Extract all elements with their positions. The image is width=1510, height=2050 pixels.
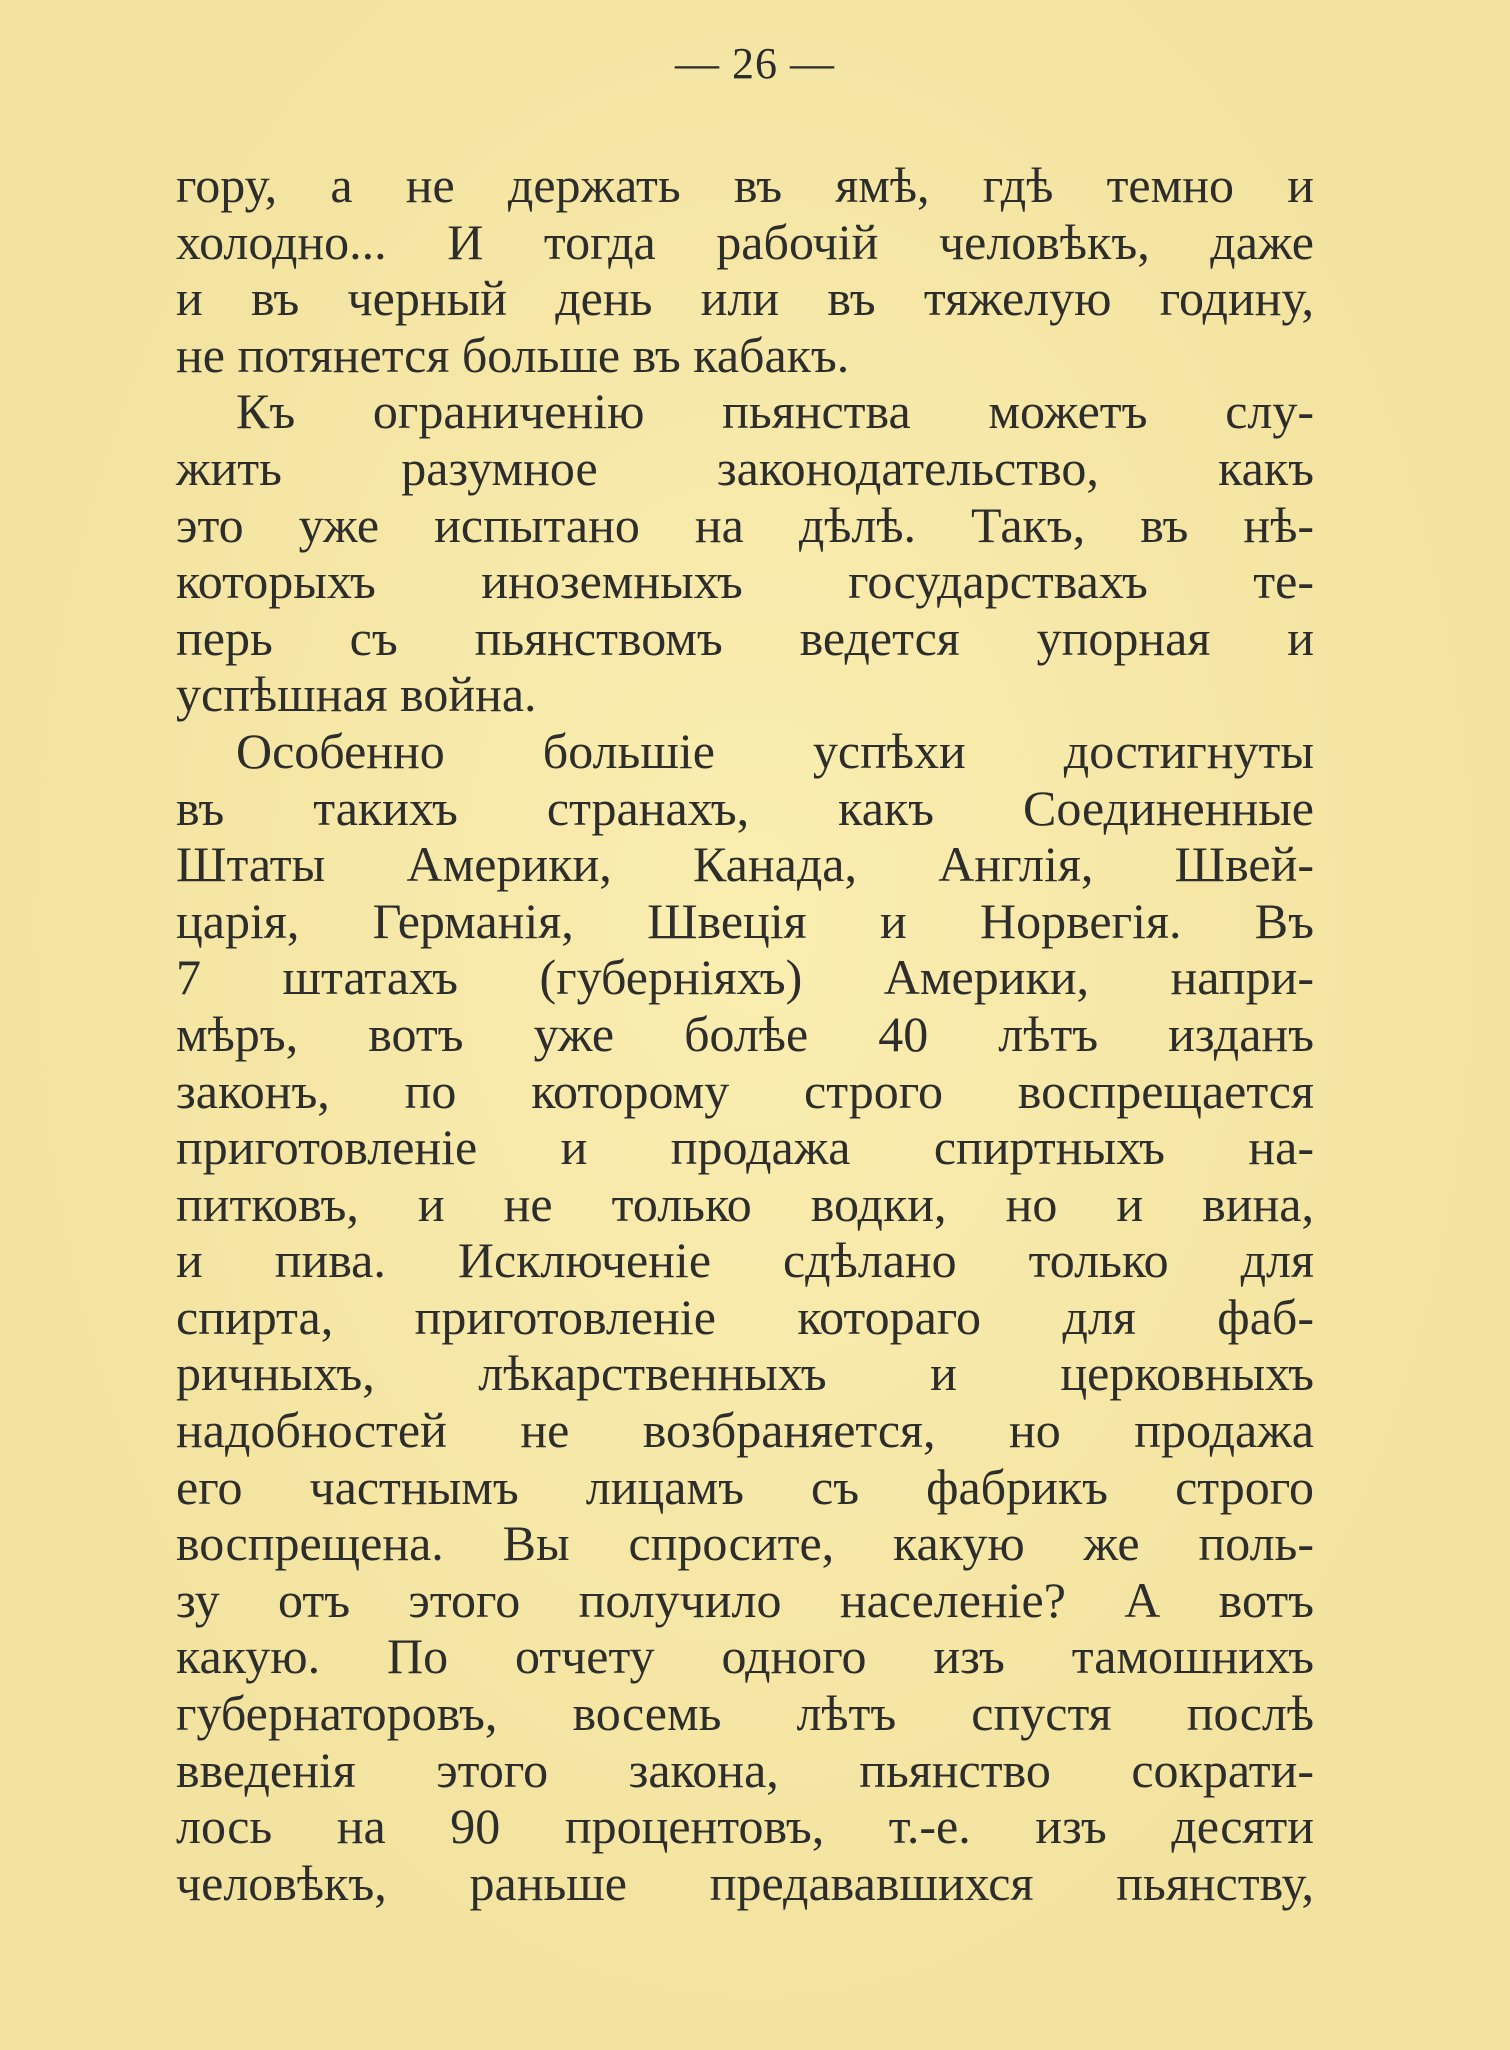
text-line: Особенно большіе успѣхи достигнуты: [236, 722, 1314, 779]
text-line: питковъ, и не только водки, но и вина,: [176, 1175, 1314, 1232]
text-line: это уже испытано на дѣлѣ. Такъ, въ нѣ-: [176, 496, 1314, 553]
text-line: зу отъ этого получило населеніе? А вотъ: [176, 1571, 1314, 1628]
text-line: приготовленіе и продажа спиртныхъ на-: [176, 1119, 1314, 1176]
text-line: царія, Германія, Швеція и Норвегія. Въ: [176, 892, 1314, 949]
text-line: и пива. Исключеніе сдѣлано только для: [176, 1232, 1314, 1289]
text-line: холодно... И тогда рабочій человѣкъ, даже: [176, 213, 1314, 270]
text-line: перь съ пьянствомъ ведется упорная и: [176, 609, 1314, 666]
text-line: его частнымъ лицамъ съ фабрикъ строго: [176, 1458, 1314, 1515]
text-line: лось на 90 процентовъ, т.-е. изъ десяти: [176, 1798, 1314, 1855]
text-line: 7 штатахъ (губерніяхъ) Америки, напри-: [176, 949, 1314, 1006]
text-line: мѣръ, вотъ уже болѣе 40 лѣтъ изданъ: [176, 1005, 1314, 1062]
text-line: успѣшная война.: [176, 666, 537, 723]
text-line: какую. По отчету одного изъ тамошнихъ: [176, 1628, 1314, 1685]
text-line: законъ, по которому строго воспрещается: [176, 1062, 1314, 1119]
text-line: Штаты Америки, Канада, Англія, Швей-: [176, 836, 1314, 893]
text-line: человѣкъ, раньше предававшихся пьянству,: [176, 1854, 1314, 1911]
text-line: спирта, приготовленіе котораго для фаб-: [176, 1288, 1314, 1345]
body-text: [176, 157, 1314, 1911]
text-line: которыхъ иноземныхъ государствахъ те-: [176, 553, 1314, 610]
text-line: не потянется больше въ кабакъ.: [176, 326, 850, 383]
text-line: воспрещена. Вы спросите, какую же поль-: [176, 1515, 1314, 1572]
text-line: и въ черный день или въ тяжелую годину,: [176, 270, 1314, 327]
text-line: надобностей не возбраняется, но продажа: [176, 1402, 1314, 1459]
text-line: жить разумное законодательство, какъ: [176, 439, 1314, 496]
text-line: губернаторовъ, восемь лѣтъ спустя послѣ: [176, 1685, 1314, 1742]
text-line: въ такихъ странахъ, какъ Соединенные: [176, 779, 1314, 836]
text-line: введенія этого закона, пьянство сократи-: [176, 1741, 1314, 1798]
page-number: — 26 —: [675, 39, 835, 88]
text-line: Къ ограниченію пьянства можетъ слу-: [236, 383, 1314, 440]
text-line: гору, а не держать въ ямѣ, гдѣ темно и: [176, 157, 1314, 213]
text-line: ричныхъ, лѣкарственныхъ и церковныхъ: [176, 1345, 1314, 1402]
